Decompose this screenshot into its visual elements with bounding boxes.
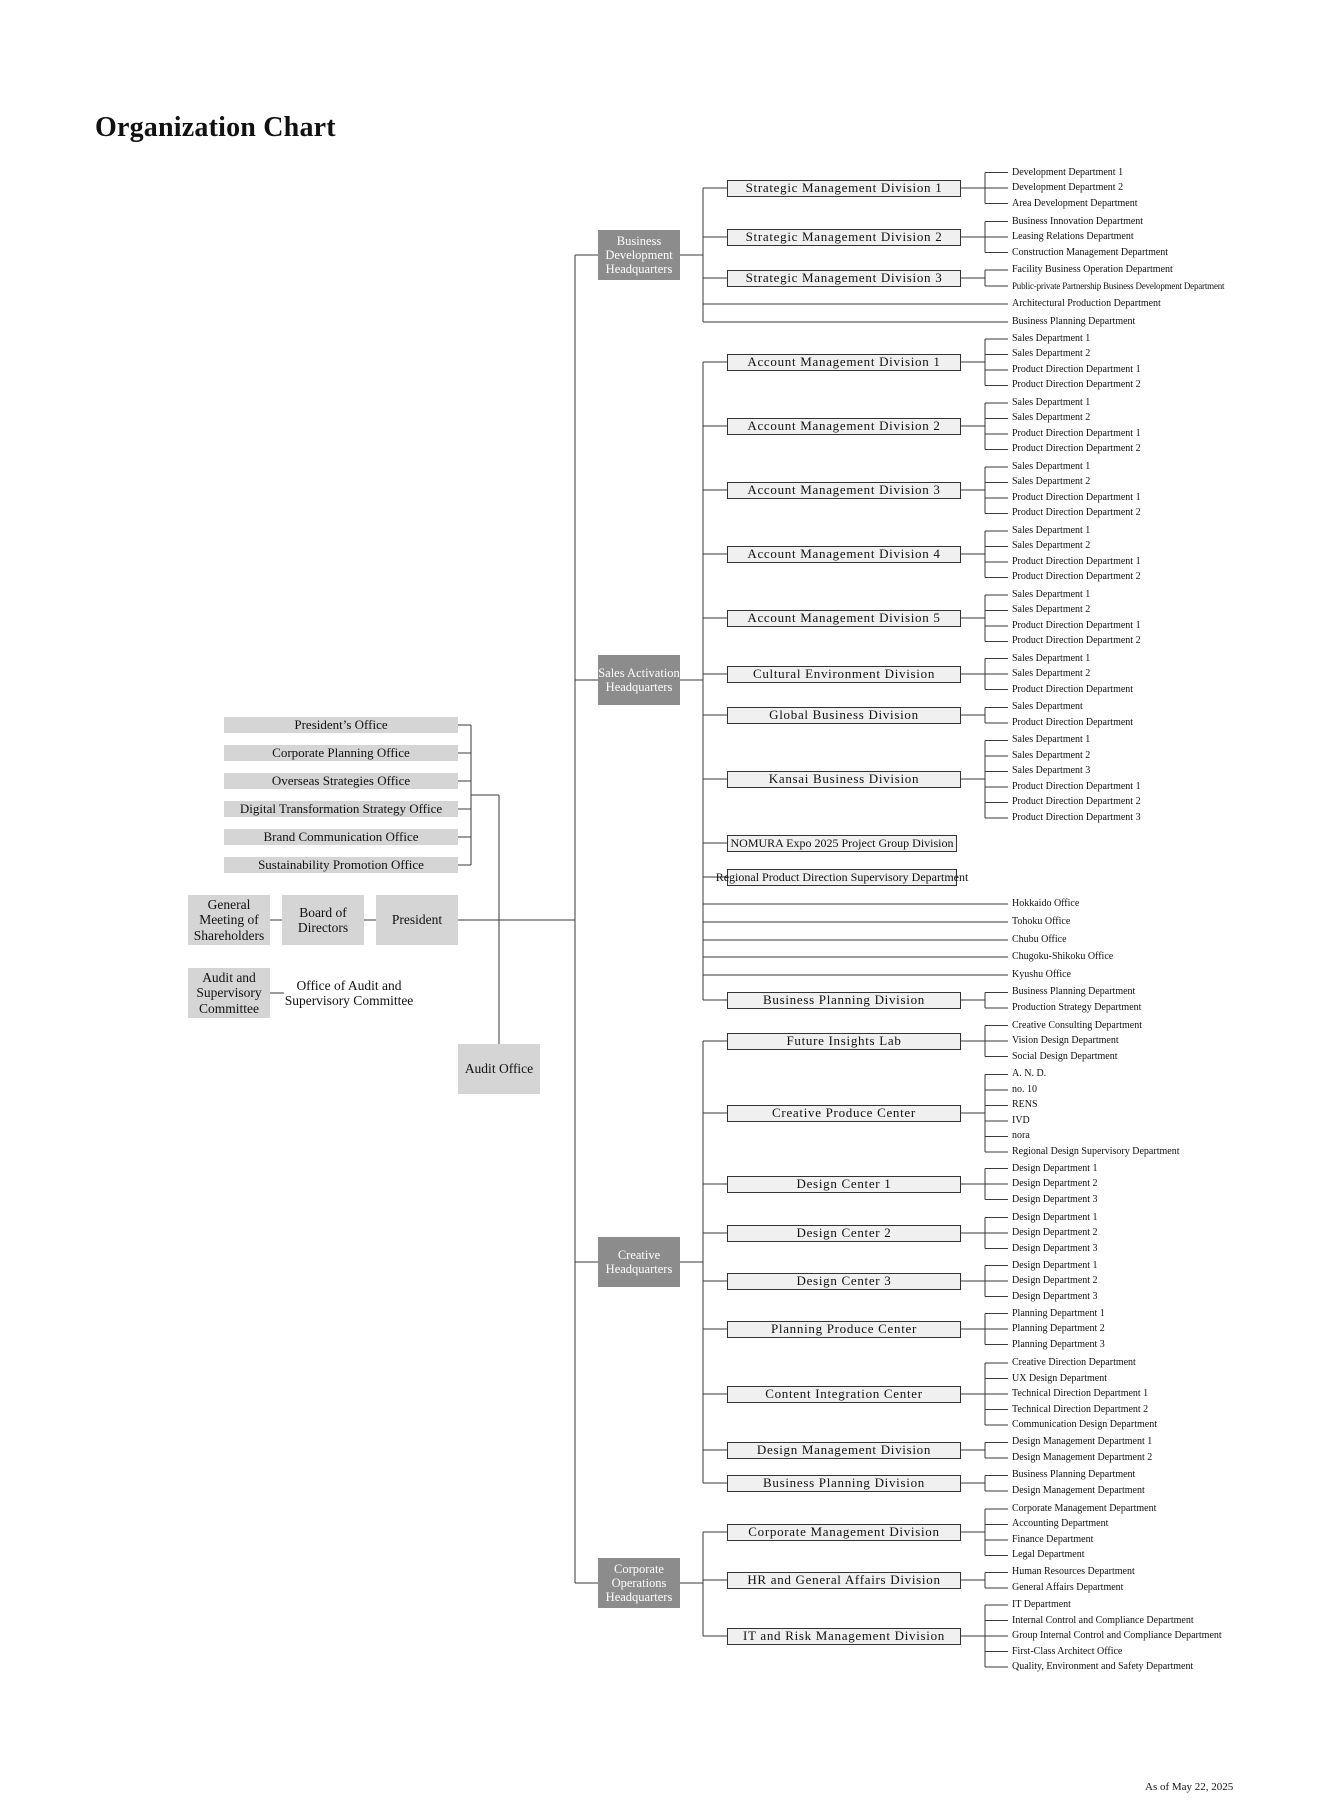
dept-leasing-relations-department: Leasing Relations Department [1012,231,1134,242]
dept-product-direction-department-2: Product Direction Department 2 [1012,507,1141,519]
unit-architectural-production-department: Architectural Production Department [1012,298,1161,309]
dept-product-direction-department-1: Product Direction Department 1 [1012,780,1141,792]
staff-office-digital-transformation-strategy-office: Digital Transformation Strategy Office [224,801,458,817]
hq-corporate-operations-headquarters: Corporate Operations Headquarters [598,1558,680,1608]
dept-sales-department-2: Sales Department 2 [1012,604,1091,616]
staff-office-overseas-strategies-office: Overseas Strategies Office [224,773,458,789]
dept-design-department-1: Design Department 1 [1012,1211,1098,1223]
dept-technical-direction-department-2: Technical Direction Department 2 [1012,1403,1149,1415]
division-account-management-division-2-4: Account Management Division 2 [727,418,961,435]
hq-business-development-headquarters: Business Development Headquarters [598,230,680,280]
division-future-insights-lab-14: Future Insights Lab [727,1033,961,1050]
division-kansai-business-division-10: Kansai Business Division [727,771,961,788]
dept-sales-department-2: Sales Department 2 [1012,348,1091,360]
dept-quality-environment-and-safety-department: Quality, Environment and Safety Department [1012,1661,1194,1672]
dept-human-resources-department: Human Resources Department [1012,1566,1135,1578]
division-strategic-management-division-3-2: Strategic Management Division 3 [727,270,961,287]
dept-product-direction-department-2: Product Direction Department 2 [1012,635,1141,647]
division-account-management-division-1-3: Account Management Division 1 [727,354,961,371]
dept-ivd: IVD [1012,1114,1030,1126]
dept-business-planning-department: Business Planning Department [1012,986,1136,998]
dept-social-design-department: Social Design Department [1012,1050,1118,1062]
division-strategic-management-division-1-0: Strategic Management Division 1 [727,180,961,197]
division-strategic-management-division-2-1: Strategic Management Division 2 [727,229,961,246]
dept-sales-department-1: Sales Department 1 [1012,524,1091,536]
dept-planning-department-3: Planning Department 3 [1012,1338,1105,1350]
dept-design-department-3: Design Department 3 [1012,1193,1098,1205]
division-design-center-1-16: Design Center 1 [727,1176,961,1193]
dept-product-direction-department-1: Product Direction Department 1 [1012,363,1141,375]
dept-nora: nora [1012,1130,1030,1142]
dept-sales-department-3: Sales Department 3 [1012,765,1091,777]
staff-office-sustainability-promotion-office: Sustainability Promotion Office [224,857,458,873]
audit-committee-box: Audit and Supervisory Committee [188,968,270,1018]
unit-hokkaido-office: Hokkaido Office [1012,898,1080,909]
dept-design-department-1: Design Department 1 [1012,1259,1098,1271]
dept-it-department: IT Department [1012,1599,1071,1610]
dept-planning-department-1: Planning Department 1 [1012,1307,1105,1319]
dept-sales-department-2: Sales Department 2 [1012,476,1091,488]
dept-sales-department-1: Sales Department 1 [1012,460,1091,472]
dept-communication-design-department: Communication Design Department [1012,1419,1157,1430]
division-planning-produce-center-19: Planning Produce Center [727,1321,961,1338]
dept-development-department-1: Development Department 1 [1012,166,1124,178]
dept-product-direction-department-1: Product Direction Department 1 [1012,619,1141,631]
division-regional-product-direction-supervisory-department-12: Regional Product Direction Supervisory Department [727,869,957,886]
dept-corporate-management-department: Corporate Management Department [1012,1502,1157,1514]
staff-office-corporate-planning-office: Corporate Planning Office [224,745,458,761]
dept-sales-department-1: Sales Department 1 [1012,396,1091,408]
division-account-management-division-3-5: Account Management Division 3 [727,482,961,499]
dept-sales-department-1: Sales Department 1 [1012,332,1091,344]
dept-sales-department-2: Sales Department 2 [1012,749,1091,761]
dept-product-direction-department-2: Product Direction Department 2 [1012,379,1141,391]
division-business-planning-division-13: Business Planning Division [727,992,961,1009]
dept-general-affairs-department: General Affairs Department [1012,1581,1124,1593]
dept-product-direction-department-1: Product Direction Department 1 [1012,491,1141,503]
dept-group-internal-control-and-compliance-department: Group Internal Control and Compliance Department [1012,1630,1222,1641]
dept-accounting-department: Accounting Department [1012,1518,1109,1530]
dept-internal-control-and-compliance-department: Internal Control and Compliance Department [1012,1614,1194,1626]
division-design-center-3-18: Design Center 3 [727,1273,961,1290]
dept-finance-department: Finance Department [1012,1533,1094,1545]
dept-product-direction-department: Product Direction Department [1012,716,1134,728]
division-corporate-management-division-23: Corporate Management Division [727,1524,961,1541]
unit-tohoku-office: Tohoku Office [1012,916,1071,927]
dept-sales-department-2: Sales Department 2 [1012,540,1091,552]
dept-facility-business-operation-department: Facility Business Operation Department [1012,264,1173,275]
as-of-date: As of May 22, 2025 [1145,1781,1234,1793]
division-design-management-division-21: Design Management Division [727,1442,961,1459]
dept-sales-department-1: Sales Department 1 [1012,652,1091,664]
dept-no-10: no. 10 [1012,1083,1037,1095]
audit-committee-office: Office of Audit and Supervisory Committee [284,977,414,1008]
division-creative-produce-center-15: Creative Produce Center [727,1105,961,1122]
dept-regional-design-supervisory-department: Regional Design Supervisory Department [1012,1145,1180,1157]
dept-product-direction-department-1: Product Direction Department 1 [1012,427,1141,439]
staff-office-president-s-office: President’s Office [224,717,458,733]
dept-rens: RENS [1012,1099,1038,1111]
dept-design-management-department: Design Management Department [1012,1484,1145,1496]
dept-creative-consulting-department: Creative Consulting Department [1012,1019,1142,1031]
dept-design-department-3: Design Department 3 [1012,1290,1098,1302]
hq-sales-activation-headquarters: Sales Activation Headquarters [598,655,680,705]
dept-technical-direction-department-1: Technical Direction Department 1 [1012,1388,1149,1399]
audit-office-box: Audit Office [458,1044,540,1094]
dept-development-department-2: Development Department 2 [1012,182,1124,193]
dept-product-direction-department-2: Product Direction Department 2 [1012,796,1141,808]
unit-chugoku-shikoku-office: Chugoku-Shikoku Office [1012,951,1114,962]
dept-product-direction-department-2: Product Direction Department 2 [1012,443,1141,455]
page-title: Organization Chart [95,112,336,143]
board-of-directors-box: Board of Directors [282,895,364,945]
dept-legal-department: Legal Department [1012,1549,1085,1561]
dept-design-department-1: Design Department 1 [1012,1162,1098,1174]
division-it-and-risk-management-division-25: IT and Risk Management Division [727,1628,961,1645]
unit-kyushu-office: Kyushu Office [1012,969,1071,980]
division-global-business-division-9: Global Business Division [727,707,961,724]
dept-product-direction-department-2: Product Direction Department 2 [1012,571,1141,583]
dept-design-management-department-2: Design Management Department 2 [1012,1451,1153,1463]
hq-creative-headquarters: Creative Headquarters [598,1237,680,1287]
dept-design-department-2: Design Department 2 [1012,1178,1098,1189]
dept-a-n-d: A. N. D. [1012,1068,1047,1080]
dept-design-management-department-1: Design Management Department 1 [1012,1436,1153,1448]
division-account-management-division-5-7: Account Management Division 5 [727,610,961,627]
dept-product-direction-department-1: Product Direction Department 1 [1012,555,1141,567]
dept-first-class-architect-office: First-Class Architect Office [1012,1645,1123,1657]
division-nomura-expo-2025-project-group-division-11: NOMURA Expo 2025 Project Group Division [727,835,957,852]
division-cultural-environment-division-8: Cultural Environment Division [727,666,961,683]
dept-sales-department-2: Sales Department 2 [1012,412,1091,424]
dept-public-private-partnership-business-development-department: Public-private Partnership Business Development Department [1012,281,1225,291]
dept-production-strategy-department: Production Strategy Department [1012,1001,1142,1013]
unit-chubu-office: Chubu Office [1012,934,1067,945]
dept-ux-design-department: UX Design Department [1012,1372,1107,1384]
dept-sales-department-2: Sales Department 2 [1012,668,1091,679]
dept-design-department-2: Design Department 2 [1012,1275,1098,1286]
division-account-management-division-4-6: Account Management Division 4 [727,546,961,563]
unit-business-planning-department: Business Planning Department [1012,316,1136,327]
dept-construction-management-department: Construction Management Department [1012,246,1169,258]
division-design-center-2-17: Design Center 2 [727,1225,961,1242]
dept-design-department-3: Design Department 3 [1012,1242,1098,1254]
dept-sales-department-1: Sales Department 1 [1012,588,1091,600]
dept-sales-department: Sales Department [1012,701,1083,713]
dept-business-innovation-department: Business Innovation Department [1012,215,1144,227]
dept-design-department-2: Design Department 2 [1012,1227,1098,1238]
dept-business-planning-department: Business Planning Department [1012,1469,1136,1481]
dept-planning-department-2: Planning Department 2 [1012,1323,1105,1334]
dept-product-direction-department-3: Product Direction Department 3 [1012,811,1141,823]
general-meeting-box: General Meeting of Shareholders [188,895,270,945]
dept-area-development-department: Area Development Department [1012,197,1138,209]
dept-sales-department-1: Sales Department 1 [1012,734,1091,746]
division-content-integration-center-20: Content Integration Center [727,1386,961,1403]
staff-office-brand-communication-office: Brand Communication Office [224,829,458,845]
dept-creative-direction-department: Creative Direction Department [1012,1357,1136,1368]
division-hr-and-general-affairs-division-24: HR and General Affairs Division [727,1572,961,1589]
dept-vision-design-department: Vision Design Department [1012,1035,1119,1046]
division-business-planning-division-22: Business Planning Division [727,1475,961,1492]
president-box: President [376,895,458,945]
dept-product-direction-department: Product Direction Department [1012,683,1134,695]
